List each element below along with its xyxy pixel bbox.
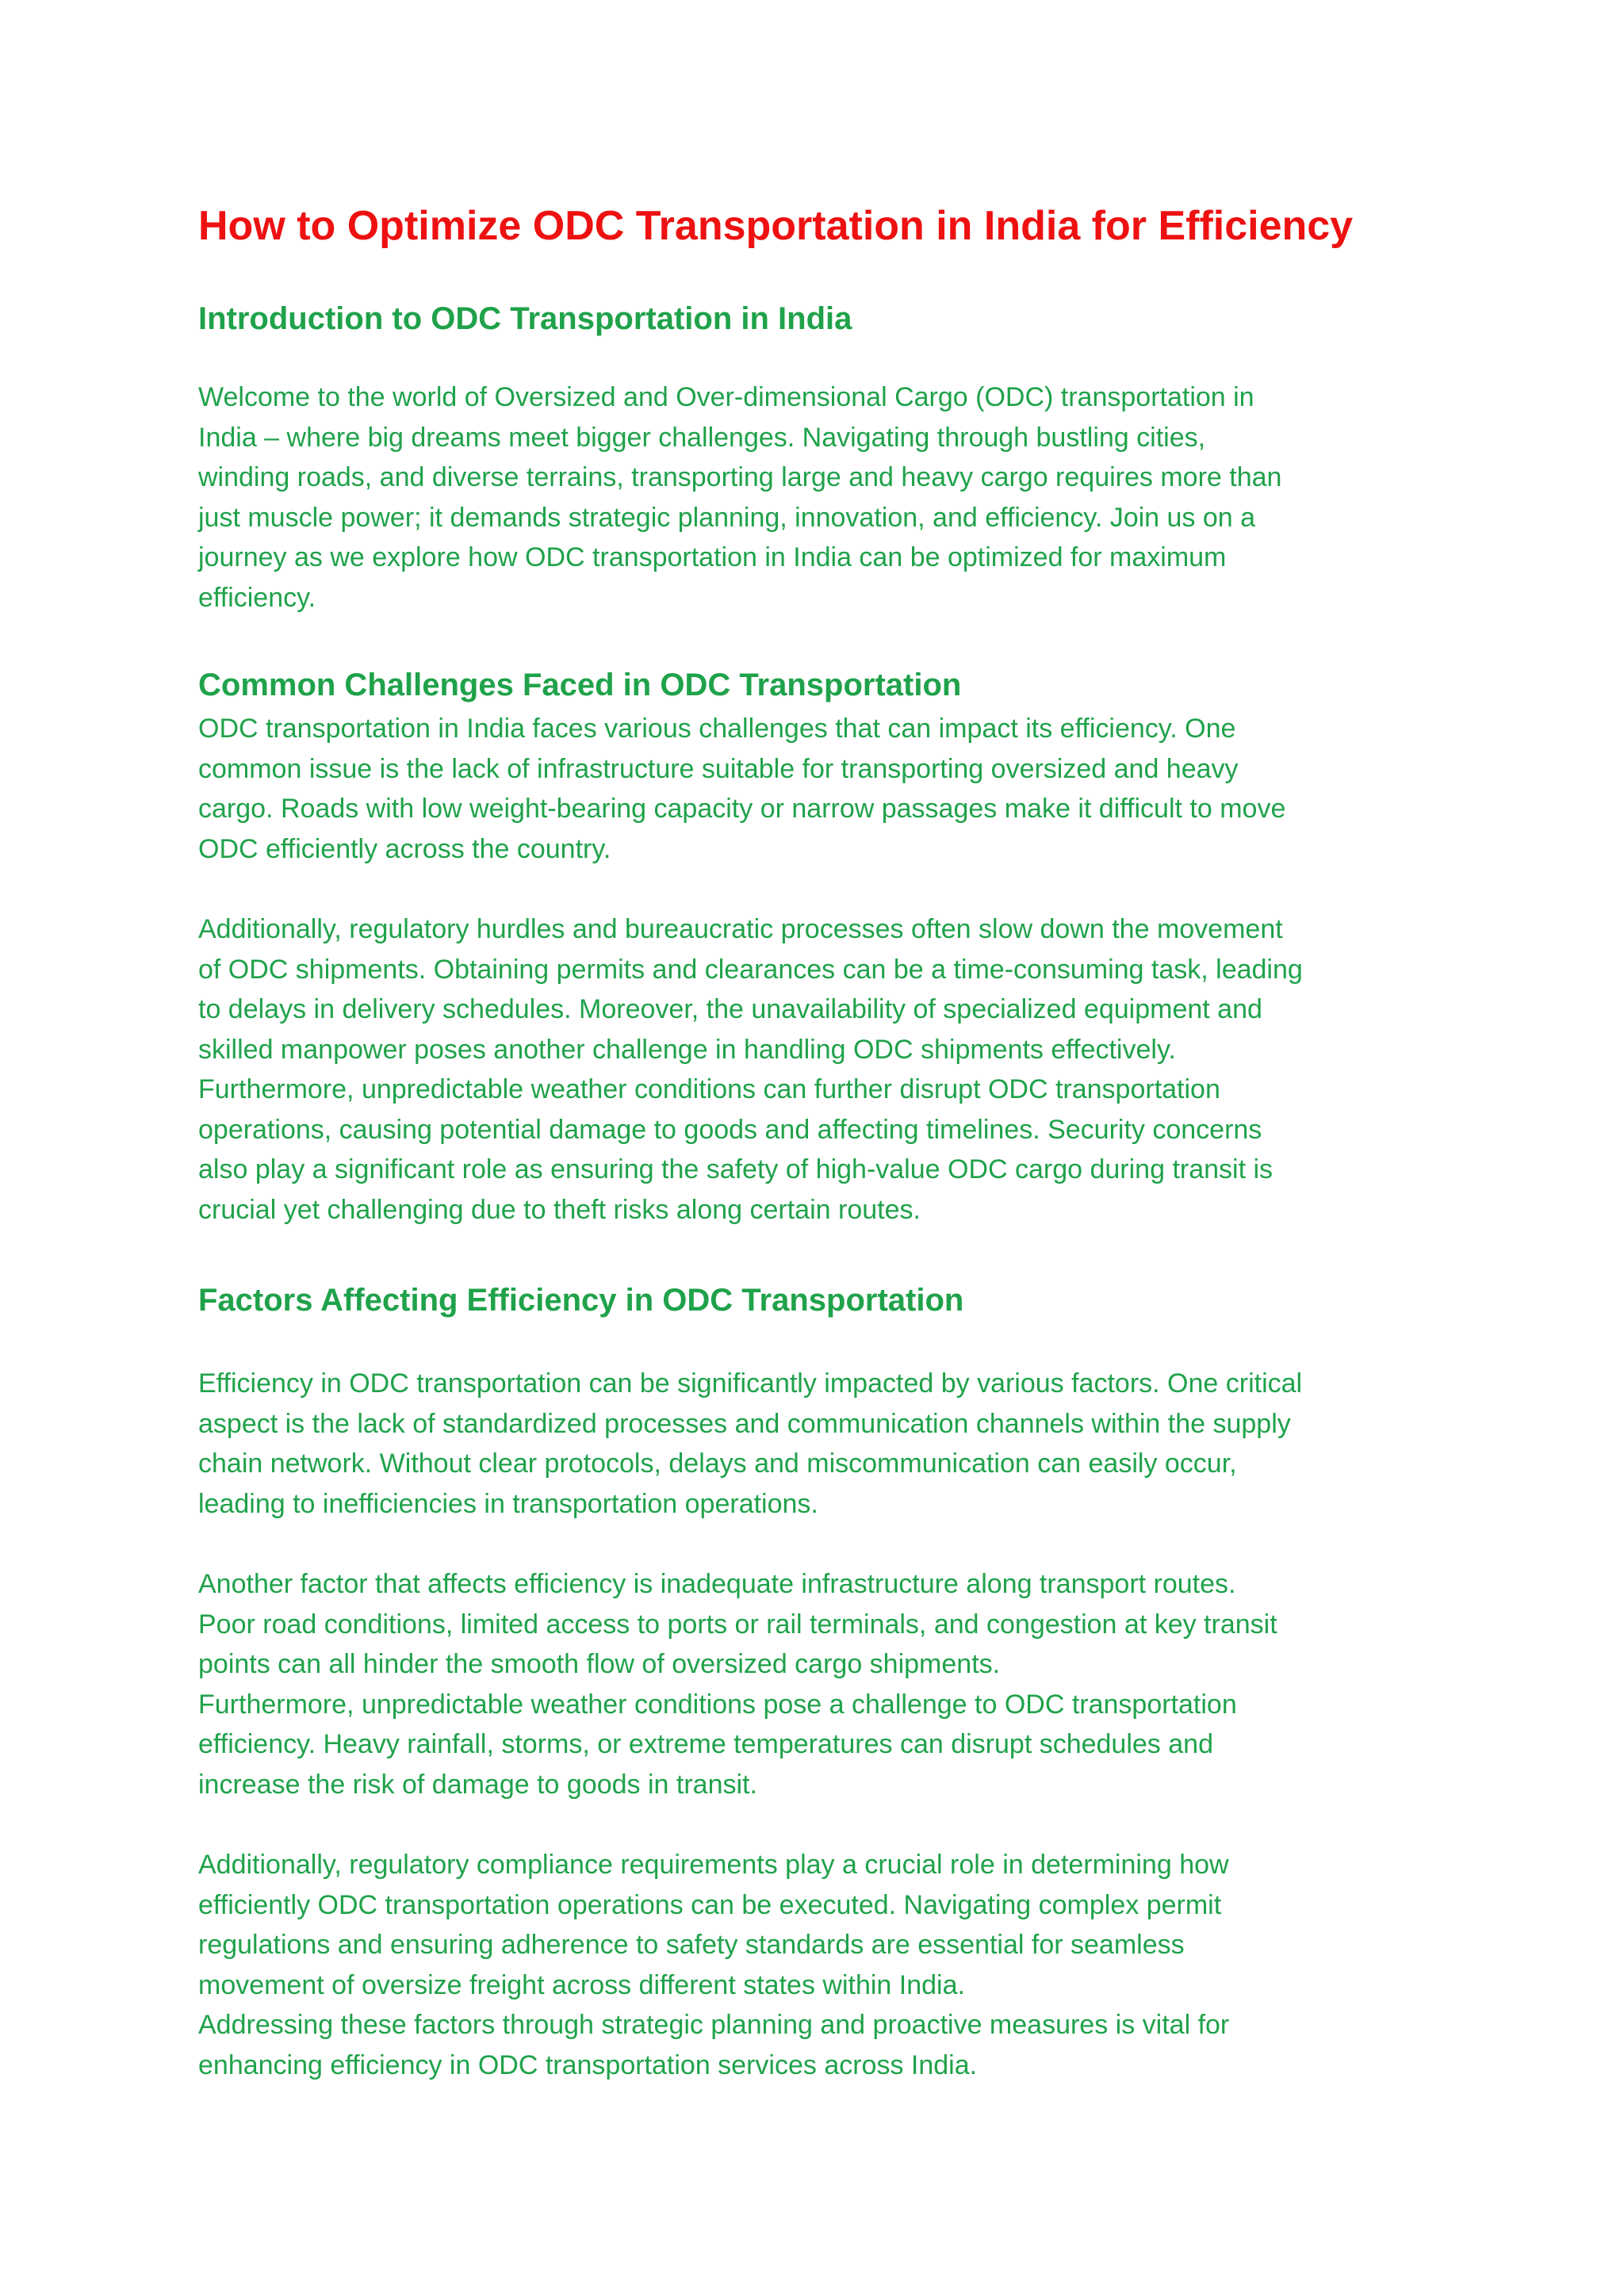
text-line: to delays in delivery schedules. Moreover, the unavailability of specialized equipment and: [198, 994, 1262, 1024]
text-line: journey as we explore how ODC transportation in India can be optimized for maximum: [198, 542, 1227, 572]
text-line: enhancing efficiency in ODC transportation services across India.: [198, 2049, 978, 2080]
paragraph-factors-2: [198, 1564, 1277, 1804]
text-line: chain network. Without clear protocols, delays and miscommunication can easily occur,: [198, 1448, 1237, 1479]
text-line: Additionally, regulatory compliance requirements play a crucial role in determining how: [198, 1850, 1229, 1880]
text-line: Another factor that affects efficiency is inadequate infrastructure along transport routes.: [198, 1569, 1236, 1599]
section-heading-introduction: Introduction to ODC Transportation in India: [198, 301, 852, 336]
section-heading-factors: Factors Affecting Efficiency in ODC Transportation: [198, 1283, 964, 1318]
paragraph-challenges-1: [198, 709, 1285, 869]
paragraph-factors-1: [198, 1364, 1302, 1524]
text-line: regulations and ensuring adherence to safety standards are essential for seamless: [198, 1930, 1185, 1960]
paragraph-challenges-2: [198, 909, 1303, 1230]
text-line: increase the risk of damage to goods in transit.: [198, 1769, 757, 1800]
text-line: winding roads, and diverse terrains, transporting large and heavy cargo requires more than: [198, 462, 1282, 492]
text-line: cargo. Roads with low weight-bearing capacity or narrow passages make it difficult to move: [198, 794, 1286, 824]
text-line: Poor road conditions, limited access to ports or rail terminals, and congestion at key transit: [198, 1609, 1277, 1640]
page-title: How to Optimize ODC Transportation in India for Efficiency: [198, 203, 1354, 249]
text-line: Furthermore, unpredictable weather conditions pose a challenge to ODC transportation: [198, 1689, 1237, 1720]
text-line: movement of oversize freight across different states within India.: [198, 1969, 965, 2000]
text-line: ODC transportation in India faces various challenges that can impact its efficiency. One: [198, 714, 1236, 744]
text-line: Furthermore, unpredictable weather conditions can further disrupt ODC transportation: [198, 1074, 1220, 1104]
text-line: Efficiency in ODC transportation can be significantly impacted by various factors. One critical: [198, 1368, 1303, 1399]
text-line: common issue is the lack of infrastructure suitable for transporting oversized and heavy: [198, 753, 1239, 784]
text-line: India – where big dreams meet bigger challenges. Navigating through bustling cities,: [198, 422, 1206, 453]
text-line: of ODC shipments. Obtaining permits and clearances can be a time-consuming task, leading: [198, 954, 1303, 985]
text-line: Addressing these factors through strategic planning and proactive measures is vital for: [198, 2010, 1230, 2040]
text-line: also play a significant role as ensuring the safety of high-value ODC cargo during transit is: [198, 1154, 1274, 1184]
text-line: Additionally, regulatory hurdles and bureaucratic processes often slow down the movement: [198, 914, 1283, 944]
text-line: skilled manpower poses another challenge in handling ODC shipments effectively.: [198, 1034, 1176, 1065]
text-line: aspect is the lack of standardized processes and communication channels within the supply: [198, 1408, 1291, 1439]
text-line: crucial yet challenging due to theft risks along certain routes.: [198, 1194, 921, 1225]
text-line: ODC efficiently across the country.: [198, 833, 611, 864]
text-line: efficiently ODC transportation operations can be executed. Navigating complex permit: [198, 1889, 1222, 1920]
text-line: points can all hinder the smooth flow of oversized cargo shipments.: [198, 1649, 1001, 1679]
paragraph-factors-3: [198, 1845, 1229, 2085]
text-line: operations, causing potential damage to goods and affecting timelines. Security concerns: [198, 1114, 1262, 1145]
section-heading-challenges: Common Challenges Faced in ODC Transportation: [198, 668, 962, 702]
paragraph-introduction: [198, 377, 1281, 618]
text-line: efficiency. Heavy rainfall, storms, or extreme temperatures can disrupt schedules and: [198, 1729, 1213, 1759]
text-line: leading to inefficiencies in transportation operations.: [198, 1488, 818, 1519]
text-line: just muscle power; it demands strategic planning, innovation, and efficiency. Join us on a: [198, 502, 1256, 533]
text-line: efficiency.: [198, 582, 316, 613]
text-line: Welcome to the world of Oversized and Over-dimensional Cargo (ODC) transportation in: [198, 382, 1254, 412]
